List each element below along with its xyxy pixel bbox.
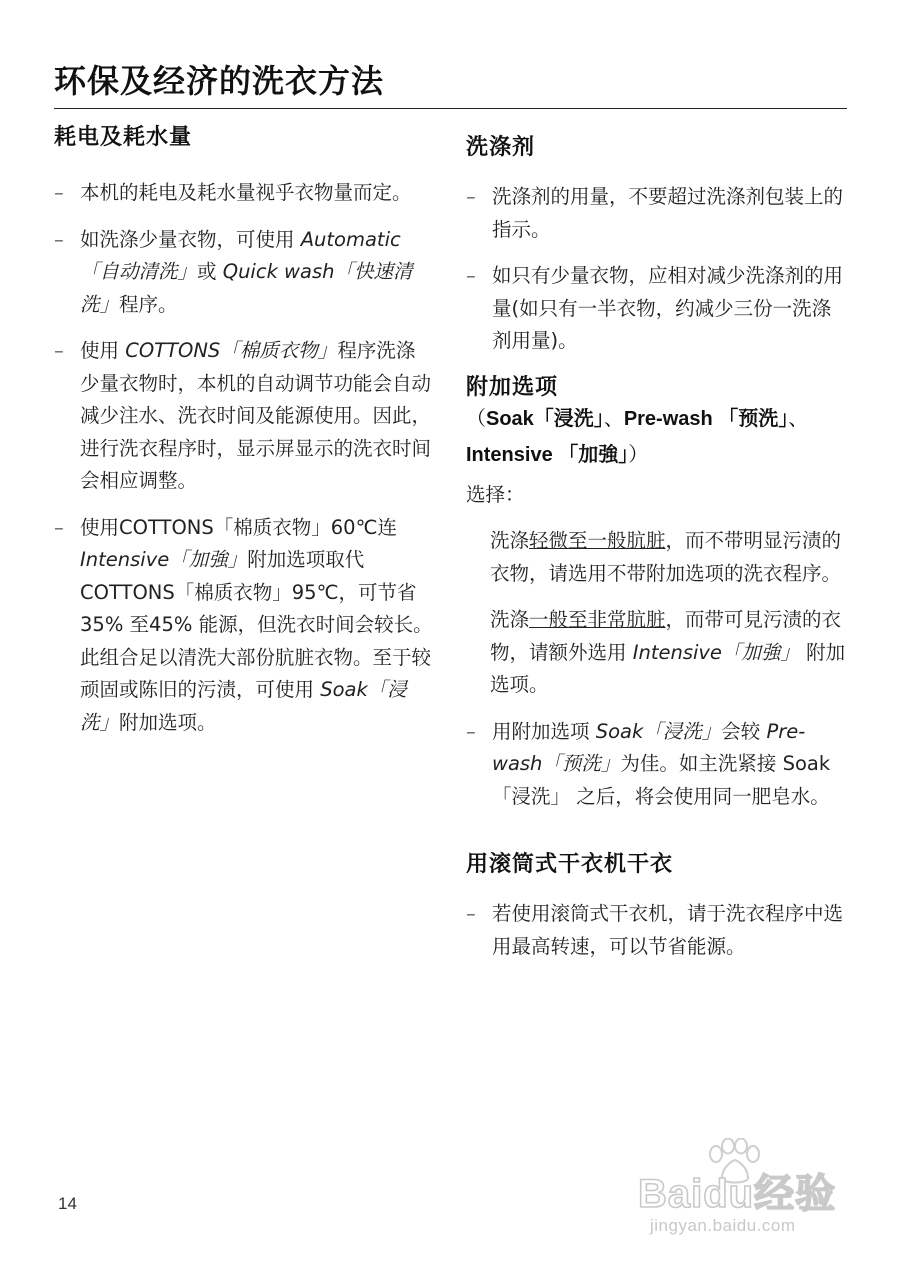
list-item bbox=[54, 224, 434, 322]
item-text: 若使用滚筒式干衣机，请于洗衣程序中选用最高转速，可以节省能源。 bbox=[492, 902, 844, 958]
heading-options: 附加选项 bbox=[466, 374, 559, 400]
paren-open: （ bbox=[466, 407, 486, 430]
option-name-soak: Soak「浸洗」 bbox=[80, 678, 407, 734]
option-prewash: Pre-wash 「预洗」 bbox=[623, 407, 789, 430]
para-text: 洗涤 bbox=[490, 608, 530, 631]
program-name-automatic: Automatic「自动清洗」 bbox=[80, 227, 401, 283]
para-text: ，而不带明显污渍的衣物，请选用不带附加选项的洗衣程序。 bbox=[490, 529, 842, 585]
item-text: 为佳。如主洗紧接 Soak「浸洗」 之后，将会使用同一肥皂水。 bbox=[492, 752, 831, 808]
item-text: 使用 bbox=[80, 339, 126, 362]
item-text: 如洗涤少量衣物，可使用 bbox=[80, 227, 301, 251]
bullet-dash: – bbox=[466, 185, 476, 208]
bullet-dash: – bbox=[466, 719, 476, 743]
select-label: 选择： bbox=[466, 482, 525, 506]
bullet-dash: – bbox=[54, 339, 64, 362]
list-item bbox=[466, 716, 850, 814]
page-title: 环保及经济的洗衣方法 bbox=[54, 62, 385, 100]
option-intensive: Intensive 「加強」 bbox=[466, 443, 629, 466]
separator: 、 bbox=[603, 407, 624, 430]
paragraph-heavy-soil bbox=[466, 604, 850, 702]
option-soak: Soak「浸洗」 bbox=[486, 407, 604, 430]
option-name-soak: Soak「浸洗」 bbox=[595, 719, 722, 743]
list-item bbox=[54, 177, 434, 210]
program-name-cottons: COTTONS「棉质衣物」 bbox=[125, 339, 338, 362]
left-column bbox=[54, 120, 434, 739]
baidu-watermark bbox=[628, 1138, 878, 1248]
paren-close: ） bbox=[628, 443, 649, 466]
item-text: 用附加选项 bbox=[492, 719, 596, 743]
item-text: 洗涤剂的用量，不要超过洗涤剂包装上的指示。 bbox=[492, 185, 844, 241]
item-text: 附加选项。 bbox=[119, 710, 217, 734]
para-text: ，而带可見污渍的衣物，请额外选用 bbox=[490, 608, 842, 664]
item-text: 使用COTTONS「棉质衣物」60℃连 bbox=[80, 515, 397, 539]
item-text: 程序。 bbox=[119, 292, 178, 316]
paragraph-light-soil bbox=[466, 525, 850, 590]
option-name-intensive: Intensive「加強」 bbox=[80, 548, 248, 571]
watermark-url: jingyan.baidu.com bbox=[650, 1216, 796, 1235]
item-text: 会较 bbox=[721, 719, 767, 743]
option-name-intensive: Intensive「加強」 bbox=[632, 640, 800, 664]
program-name-quick-wash: Quick wash「快速清洗」 bbox=[80, 260, 413, 316]
option-name-prewash: Pre-wash「预洗」 bbox=[492, 719, 806, 775]
item-text: 或 bbox=[197, 260, 223, 283]
underlined-text: 一般至非常肮脏 bbox=[529, 608, 666, 631]
list-item bbox=[466, 260, 850, 358]
bullet-dash: – bbox=[54, 227, 64, 251]
bullet-dash: – bbox=[466, 264, 476, 287]
list-item bbox=[466, 898, 850, 963]
item-text: 附加选项取代 COTTONS「棉质衣物」95℃，可节省35% 至45% 能源，但洗衣时间会较长。此组合足以清洗大部份肮脏衣物。至于较顽固或陈旧的污渍，可使用 bbox=[80, 548, 433, 701]
para-text: 洗涤 bbox=[490, 529, 530, 552]
heading-detergent: 洗涤剂 bbox=[466, 135, 536, 160]
right-column bbox=[466, 120, 850, 963]
heading-dryer: 用滚筒式干衣机干衣 bbox=[466, 852, 674, 877]
separator: 、 bbox=[788, 407, 809, 430]
heading-energy-water: 耗电及耗水量 bbox=[54, 125, 193, 150]
bullet-dash: – bbox=[54, 181, 64, 204]
bullet-dash: – bbox=[466, 902, 476, 925]
list-item bbox=[54, 512, 434, 740]
bullet-dash: – bbox=[54, 515, 64, 539]
para-text: 附加选项。 bbox=[490, 640, 846, 696]
title-divider bbox=[54, 108, 847, 109]
underlined-text: 轻微至一般肮脏 bbox=[529, 529, 666, 552]
list-item bbox=[466, 181, 850, 246]
watermark-logo: Baidu经验 bbox=[638, 1172, 837, 1216]
options-subtitle bbox=[466, 401, 850, 473]
item-text: 本机的耗电及耗水量视乎衣物量而定。 bbox=[80, 181, 412, 204]
item-text: 程序洗涤少量衣物时，本机的自动调节功能会自动减少注水、洗衣时间及能源使用。因此，进行洗衣程序时，显示屏显示的洗衣时间会相应调整。 bbox=[80, 339, 432, 492]
page-number: 14 bbox=[58, 1194, 77, 1213]
item-text: 如只有少量衣物，应相对减少洗涤剂的用量(如只有一半衣物，约减少三份一洗涤剂用量)。 bbox=[492, 264, 844, 352]
list-item bbox=[54, 335, 434, 498]
